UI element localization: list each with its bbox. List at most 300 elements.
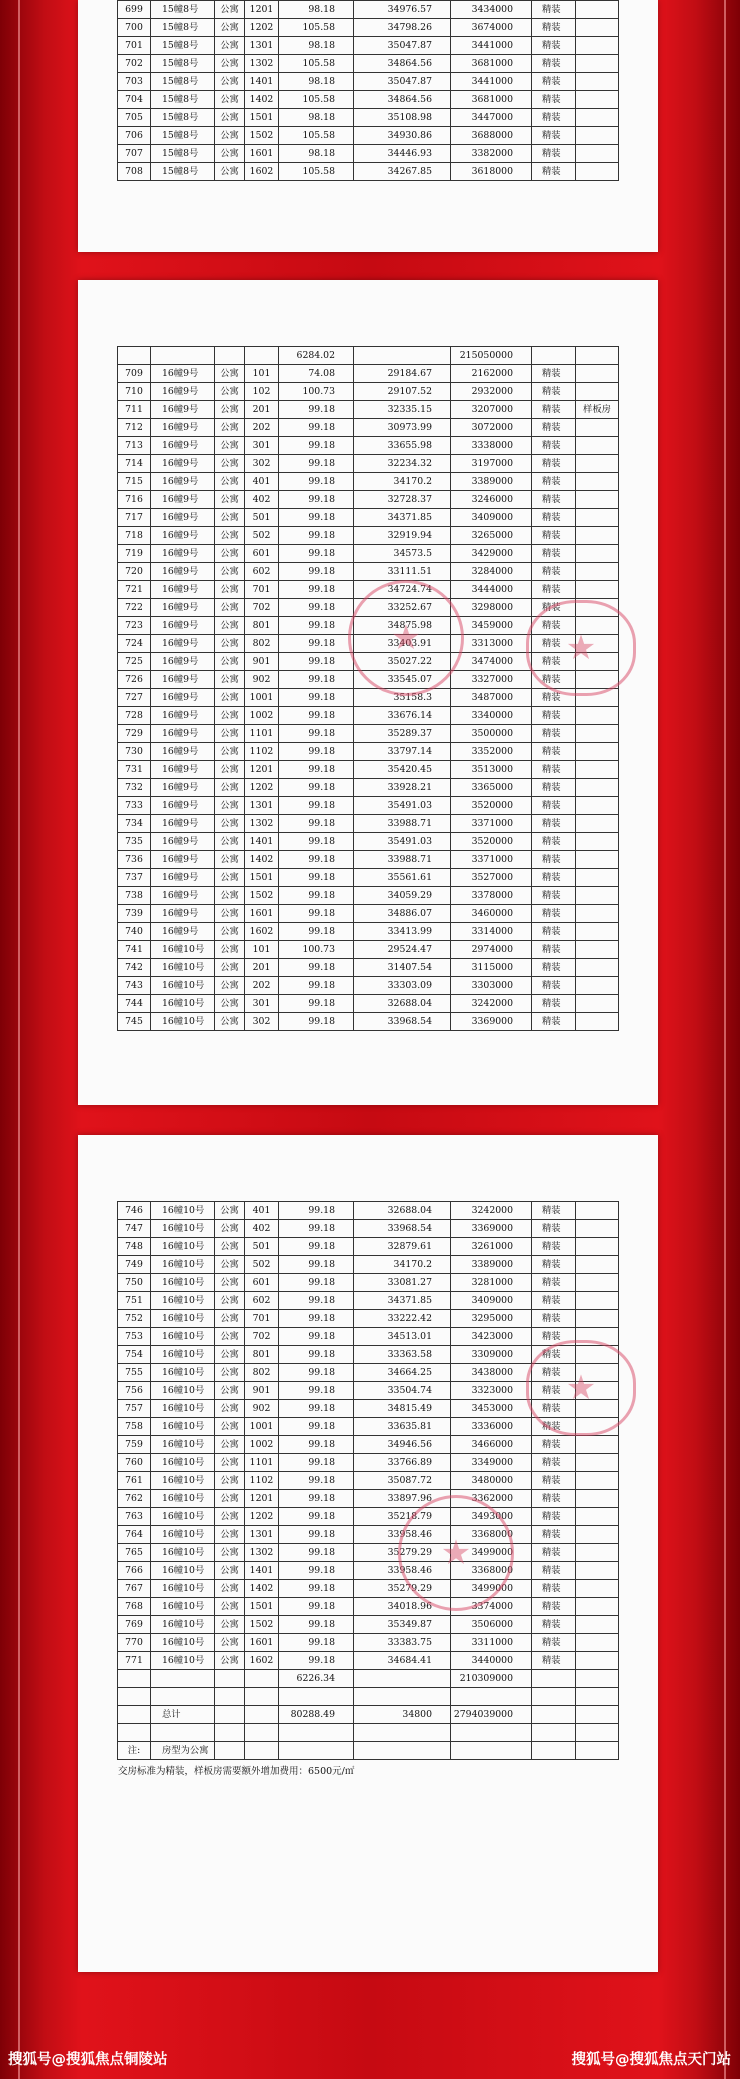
document-page-1 <box>78 0 658 252</box>
room-number-cell: 202 <box>245 419 279 437</box>
total-price-cell: 2932000 <box>451 383 532 401</box>
area-cell: 99.18 <box>279 833 354 851</box>
area-cell: 99.18 <box>279 1634 354 1652</box>
remark-cell <box>576 491 619 509</box>
building-unit-cell: 16幢9号 <box>151 833 215 851</box>
building-unit-cell: 16幢10号 <box>151 1256 215 1274</box>
remark-cell <box>576 473 619 491</box>
area-cell: 105.58 <box>279 163 354 181</box>
finish-cell: 精装 <box>532 509 576 527</box>
unit-price-cell: 32234.32 <box>354 455 451 473</box>
total-price-cell: 3281000 <box>451 1274 532 1292</box>
property-type-cell: 公寓 <box>215 653 245 671</box>
building-unit-cell: 16幢9号 <box>151 509 215 527</box>
finish-cell <box>532 1706 576 1724</box>
building-unit-cell: 16幢9号 <box>151 725 215 743</box>
finish-cell: 精装 <box>532 797 576 815</box>
total-price-cell: 3434000 <box>451 1 532 19</box>
property-type-cell: 公寓 <box>215 365 245 383</box>
unit-price-cell: 33897.96 <box>354 1490 451 1508</box>
area-cell: 99.18 <box>279 1490 354 1508</box>
room-number-cell: 201 <box>245 401 279 419</box>
unit-price-cell <box>354 1724 451 1742</box>
row-number-cell: 758 <box>118 1418 151 1436</box>
property-type-cell: 公寓 <box>215 1328 245 1346</box>
unit-price-cell: 34664.25 <box>354 1364 451 1382</box>
left-light-stripe <box>18 0 20 2079</box>
building-unit-cell: 15幢8号 <box>151 127 215 145</box>
area-cell <box>279 1742 354 1760</box>
remark-cell <box>576 19 619 37</box>
table-row <box>118 617 619 635</box>
area-cell: 99.18 <box>279 1013 354 1031</box>
room-number-cell <box>245 1706 279 1724</box>
remark-cell <box>576 1526 619 1544</box>
unit-price-cell: 33413.99 <box>354 923 451 941</box>
area-cell: 99.18 <box>279 1508 354 1526</box>
total-price-cell: 3499000 <box>451 1580 532 1598</box>
building-unit-cell: 16幢10号 <box>151 995 215 1013</box>
total-price-cell: 3520000 <box>451 833 532 851</box>
area-cell: 99.18 <box>279 1598 354 1616</box>
property-type-cell: 公寓 <box>215 1238 245 1256</box>
total-price-cell: 3265000 <box>451 527 532 545</box>
total-price-cell: 3499000 <box>451 1544 532 1562</box>
delivery-note: 交房标准为精装，样板房需要额外增加费用：6500元/㎡ <box>118 1766 355 1777</box>
property-type-cell: 公寓 <box>215 1634 245 1652</box>
remark-cell <box>576 55 619 73</box>
room-number-cell: 901 <box>245 1382 279 1400</box>
right-light-stripe <box>724 0 726 2079</box>
building-unit-cell: 16幢10号 <box>151 1490 215 1508</box>
property-type-cell: 公寓 <box>215 1292 245 1310</box>
row-number-cell: 714 <box>118 455 151 473</box>
room-number-cell: 902 <box>245 671 279 689</box>
row-number-cell: 755 <box>118 1364 151 1382</box>
total-price-cell: 3368000 <box>451 1562 532 1580</box>
total-price-cell: 3438000 <box>451 1364 532 1382</box>
finish-cell: 精装 <box>532 545 576 563</box>
row-number-cell: 742 <box>118 959 151 977</box>
room-number-cell: 801 <box>245 617 279 635</box>
property-type-cell: 公寓 <box>215 545 245 563</box>
area-cell: 98.18 <box>279 1 354 19</box>
area-cell: 99.18 <box>279 923 354 941</box>
building-unit-cell: 16幢10号 <box>151 1526 215 1544</box>
room-number-cell: 301 <box>245 995 279 1013</box>
unit-price-cell: 30973.99 <box>354 419 451 437</box>
total-price-cell: 3336000 <box>451 1418 532 1436</box>
property-type-cell: 公寓 <box>215 1472 245 1490</box>
table-row <box>118 365 619 383</box>
unit-price-cell: 33383.75 <box>354 1634 451 1652</box>
total-price-cell: 3072000 <box>451 419 532 437</box>
room-number-cell: 1601 <box>245 145 279 163</box>
total-price-cell: 210309000 <box>451 1670 532 1688</box>
price-table-3 <box>117 1201 619 1760</box>
table-row <box>118 1256 619 1274</box>
finish-cell: 精装 <box>532 55 576 73</box>
total-price-cell: 3474000 <box>451 653 532 671</box>
property-type-cell: 公寓 <box>215 689 245 707</box>
total-price-cell: 2162000 <box>451 365 532 383</box>
building-unit-cell: 房型为公寓 <box>151 1742 215 1760</box>
row-number-cell: 709 <box>118 365 151 383</box>
table-row <box>118 1454 619 1472</box>
area-cell: 99.18 <box>279 1220 354 1238</box>
area-cell: 99.18 <box>279 437 354 455</box>
remark-cell <box>576 599 619 617</box>
table-row <box>118 1238 619 1256</box>
building-unit-cell: 16幢9号 <box>151 473 215 491</box>
row-number-cell: 759 <box>118 1436 151 1454</box>
area-cell: 99.18 <box>279 869 354 887</box>
property-type-cell: 公寓 <box>215 923 245 941</box>
table-row <box>118 509 619 527</box>
building-unit-cell: 16幢10号 <box>151 1400 215 1418</box>
property-type-cell: 公寓 <box>215 1544 245 1562</box>
finish-cell: 精装 <box>532 365 576 383</box>
row-number-cell: 705 <box>118 109 151 127</box>
row-number-cell: 729 <box>118 725 151 743</box>
total-price-cell <box>451 1688 532 1706</box>
finish-cell: 精装 <box>532 599 576 617</box>
room-number-cell: 1202 <box>245 779 279 797</box>
finish-cell: 精装 <box>532 1310 576 1328</box>
unit-price-cell: 34798.26 <box>354 19 451 37</box>
unit-price-cell: 33988.71 <box>354 815 451 833</box>
property-type-cell: 公寓 <box>215 73 245 91</box>
property-type-cell: 公寓 <box>215 833 245 851</box>
area-cell: 6226.34 <box>279 1670 354 1688</box>
building-unit-cell: 总计 <box>151 1706 215 1724</box>
area-cell: 99.18 <box>279 1418 354 1436</box>
room-number-cell: 1601 <box>245 905 279 923</box>
unit-price-cell: 32919.94 <box>354 527 451 545</box>
table-row <box>118 959 619 977</box>
finish-cell: 精装 <box>532 491 576 509</box>
unit-price-cell: 34018.96 <box>354 1598 451 1616</box>
building-unit-cell <box>151 1670 215 1688</box>
building-unit-cell: 16幢9号 <box>151 545 215 563</box>
row-number-cell: 760 <box>118 1454 151 1472</box>
finish-cell: 精装 <box>532 887 576 905</box>
property-type-cell <box>215 1724 245 1742</box>
finish-cell: 精装 <box>532 869 576 887</box>
property-type-cell: 公寓 <box>215 1274 245 1292</box>
room-number-cell: 1001 <box>245 1418 279 1436</box>
unit-price-cell: 34864.56 <box>354 91 451 109</box>
table-row <box>118 73 619 91</box>
building-unit-cell: 16幢10号 <box>151 977 215 995</box>
remark-cell <box>576 509 619 527</box>
row-number-cell: 745 <box>118 1013 151 1031</box>
room-number-cell: 1002 <box>245 707 279 725</box>
property-type-cell: 公寓 <box>215 1013 245 1031</box>
total-price-cell: 3513000 <box>451 761 532 779</box>
row-number-cell: 733 <box>118 797 151 815</box>
finish-cell: 精装 <box>532 1202 576 1220</box>
table-row <box>118 1 619 19</box>
total-price-cell: 3487000 <box>451 689 532 707</box>
finish-cell <box>532 347 576 365</box>
total-price-cell: 3207000 <box>451 401 532 419</box>
building-unit-cell: 16幢10号 <box>151 1436 215 1454</box>
row-number-cell: 702 <box>118 55 151 73</box>
row-number-cell: 747 <box>118 1220 151 1238</box>
room-number-cell: 1501 <box>245 1598 279 1616</box>
row-number-cell: 707 <box>118 145 151 163</box>
row-number-cell: 767 <box>118 1580 151 1598</box>
building-unit-cell: 16幢9号 <box>151 419 215 437</box>
table-row <box>118 923 619 941</box>
remark-cell <box>576 1364 619 1382</box>
room-number-cell: 701 <box>245 581 279 599</box>
row-number-cell: 769 <box>118 1616 151 1634</box>
total-price-cell: 3369000 <box>451 1220 532 1238</box>
finish-cell: 精装 <box>532 761 576 779</box>
table-row <box>118 1544 619 1562</box>
area-cell: 99.18 <box>279 689 354 707</box>
remark-cell <box>576 1436 619 1454</box>
building-unit-cell: 16幢10号 <box>151 1202 215 1220</box>
unit-price-cell: 33797.14 <box>354 743 451 761</box>
unit-price-cell: 35027.22 <box>354 653 451 671</box>
finish-cell: 精装 <box>532 905 576 923</box>
area-cell: 99.18 <box>279 1346 354 1364</box>
row-number-cell: 761 <box>118 1472 151 1490</box>
unit-price-cell: 33968.54 <box>354 1220 451 1238</box>
total-price-cell: 3371000 <box>451 815 532 833</box>
room-number-cell: 1602 <box>245 1652 279 1670</box>
building-unit-cell: 16幢10号 <box>151 1382 215 1400</box>
table-row <box>118 91 619 109</box>
finish-cell: 精装 <box>532 779 576 797</box>
total-price-cell: 3309000 <box>451 1346 532 1364</box>
area-cell: 99.18 <box>279 1652 354 1670</box>
total-price-cell: 3444000 <box>451 581 532 599</box>
table-row <box>118 833 619 851</box>
room-number-cell: 802 <box>245 635 279 653</box>
building-unit-cell: 16幢9号 <box>151 761 215 779</box>
remark-cell <box>576 1724 619 1742</box>
unit-price-cell: 34930.86 <box>354 127 451 145</box>
document-page-2 <box>78 280 658 1105</box>
unit-price-cell: 31407.54 <box>354 959 451 977</box>
remark-cell <box>576 995 619 1013</box>
room-number-cell: 1402 <box>245 1580 279 1598</box>
remark-cell <box>576 1274 619 1292</box>
unit-price-cell: 34573.5 <box>354 545 451 563</box>
building-unit-cell: 15幢8号 <box>151 37 215 55</box>
total-price-cell: 3441000 <box>451 73 532 91</box>
building-unit-cell <box>151 347 215 365</box>
room-number-cell: 102 <box>245 383 279 401</box>
table-row <box>118 905 619 923</box>
table-row <box>118 1490 619 1508</box>
property-type-cell: 公寓 <box>215 473 245 491</box>
unit-price-cell: 34886.07 <box>354 905 451 923</box>
remark-cell <box>576 545 619 563</box>
table-row <box>118 1634 619 1652</box>
row-number-cell <box>118 1724 151 1742</box>
area-cell: 80288.49 <box>279 1706 354 1724</box>
total-price-cell <box>451 1742 532 1760</box>
building-unit-cell <box>151 1688 215 1706</box>
row-number-cell: 717 <box>118 509 151 527</box>
row-number-cell: 750 <box>118 1274 151 1292</box>
room-number-cell: 502 <box>245 1256 279 1274</box>
table-row <box>118 1562 619 1580</box>
area-cell: 105.58 <box>279 19 354 37</box>
room-number-cell: 401 <box>245 473 279 491</box>
property-type-cell: 公寓 <box>215 617 245 635</box>
property-type-cell: 公寓 <box>215 527 245 545</box>
total-price-cell: 3409000 <box>451 509 532 527</box>
building-unit-cell: 16幢9号 <box>151 923 215 941</box>
property-type-cell: 公寓 <box>215 127 245 145</box>
row-number-cell: 712 <box>118 419 151 437</box>
footer-watermark-left: 搜狐号@搜狐焦点铜陵站 <box>8 2052 168 2068</box>
table-row <box>118 1580 619 1598</box>
remark-cell <box>576 1562 619 1580</box>
property-type-cell: 公寓 <box>215 1652 245 1670</box>
property-type-cell: 公寓 <box>215 1400 245 1418</box>
area-cell: 99.18 <box>279 1364 354 1382</box>
finish-cell: 精装 <box>532 1256 576 1274</box>
unit-price-cell: 35561.61 <box>354 869 451 887</box>
table-row <box>118 635 619 653</box>
building-unit-cell: 16幢10号 <box>151 1346 215 1364</box>
room-number-cell: 401 <box>245 1202 279 1220</box>
finish-cell: 精装 <box>532 145 576 163</box>
property-type-cell: 公寓 <box>215 887 245 905</box>
finish-cell: 精装 <box>532 473 576 491</box>
area-cell: 99.18 <box>279 851 354 869</box>
property-type-cell: 公寓 <box>215 1364 245 1382</box>
unit-price-cell: 34864.56 <box>354 55 451 73</box>
property-type-cell: 公寓 <box>215 37 245 55</box>
price-table-2 <box>117 346 619 1031</box>
remark-cell <box>576 779 619 797</box>
property-type-cell: 公寓 <box>215 163 245 181</box>
property-type-cell: 公寓 <box>215 635 245 653</box>
finish-cell: 精装 <box>532 1562 576 1580</box>
unit-price-cell: 34875.98 <box>354 617 451 635</box>
area-cell: 99.18 <box>279 959 354 977</box>
total-price-cell: 3298000 <box>451 599 532 617</box>
finish-cell <box>532 1670 576 1688</box>
area-cell: 99.18 <box>279 581 354 599</box>
remark-cell <box>576 1580 619 1598</box>
area-cell: 99.18 <box>279 1400 354 1418</box>
finish-cell: 精装 <box>532 1328 576 1346</box>
finish-cell: 精装 <box>532 941 576 959</box>
finish-cell: 精装 <box>532 127 576 145</box>
property-type-cell: 公寓 <box>215 383 245 401</box>
unit-price-cell: 33252.67 <box>354 599 451 617</box>
remark-cell <box>576 833 619 851</box>
total-price-cell: 3429000 <box>451 545 532 563</box>
area-cell: 99.18 <box>279 1472 354 1490</box>
row-number-cell: 728 <box>118 707 151 725</box>
finish-cell: 精装 <box>532 617 576 635</box>
room-number-cell: 602 <box>245 563 279 581</box>
total-price-cell: 3246000 <box>451 491 532 509</box>
total-price-cell: 3197000 <box>451 455 532 473</box>
finish-cell: 精装 <box>532 1418 576 1436</box>
row-number-cell <box>118 1706 151 1724</box>
area-cell: 105.58 <box>279 55 354 73</box>
area-cell: 99.18 <box>279 635 354 653</box>
unit-price-cell: 32335.15 <box>354 401 451 419</box>
row-number-cell: 716 <box>118 491 151 509</box>
building-unit-cell: 16幢9号 <box>151 491 215 509</box>
unit-price-cell: 34946.56 <box>354 1436 451 1454</box>
row-number-cell: 749 <box>118 1256 151 1274</box>
table-row <box>118 1616 619 1634</box>
property-type-cell <box>215 347 245 365</box>
area-cell: 99.18 <box>279 401 354 419</box>
property-type-cell: 公寓 <box>215 1526 245 1544</box>
building-unit-cell: 16幢9号 <box>151 599 215 617</box>
building-unit-cell: 16幢10号 <box>151 1274 215 1292</box>
area-cell: 99.18 <box>279 617 354 635</box>
finish-cell: 精装 <box>532 1634 576 1652</box>
row-number-cell: 754 <box>118 1346 151 1364</box>
building-unit-cell: 16幢10号 <box>151 1238 215 1256</box>
finish-cell: 精装 <box>532 1526 576 1544</box>
table-row <box>118 1328 619 1346</box>
total-price-cell: 3311000 <box>451 1634 532 1652</box>
finish-cell: 精装 <box>532 635 576 653</box>
property-type-cell: 公寓 <box>215 1382 245 1400</box>
room-number-cell: 1101 <box>245 1454 279 1472</box>
total-price-cell: 3242000 <box>451 995 532 1013</box>
unit-price-cell: 34800 <box>354 1706 451 1724</box>
area-cell: 99.18 <box>279 1580 354 1598</box>
building-unit-cell: 16幢9号 <box>151 401 215 419</box>
finish-cell: 精装 <box>532 73 576 91</box>
table-row <box>118 743 619 761</box>
area-cell: 99.18 <box>279 653 354 671</box>
unit-price-cell: 29107.52 <box>354 383 451 401</box>
room-number-cell: 1002 <box>245 1436 279 1454</box>
row-number-cell: 770 <box>118 1634 151 1652</box>
building-unit-cell: 16幢10号 <box>151 1562 215 1580</box>
table-row <box>118 1013 619 1031</box>
remark-cell <box>576 815 619 833</box>
area-cell: 98.18 <box>279 73 354 91</box>
building-unit-cell: 16幢10号 <box>151 1472 215 1490</box>
property-type-cell: 公寓 <box>215 995 245 1013</box>
room-number-cell: 1202 <box>245 19 279 37</box>
row-number-cell: 718 <box>118 527 151 545</box>
table-row <box>118 163 619 181</box>
property-type-cell: 公寓 <box>215 509 245 527</box>
unit-price-cell: 32879.61 <box>354 1238 451 1256</box>
remark-cell <box>576 1742 619 1760</box>
table-row <box>118 869 619 887</box>
row-number-cell: 710 <box>118 383 151 401</box>
room-number-cell: 101 <box>245 365 279 383</box>
unit-price-cell: 35491.03 <box>354 797 451 815</box>
row-number-cell: 727 <box>118 689 151 707</box>
building-unit-cell: 16幢9号 <box>151 689 215 707</box>
row-number-cell: 752 <box>118 1310 151 1328</box>
room-number-cell: 302 <box>245 1013 279 1031</box>
room-number-cell: 801 <box>245 1346 279 1364</box>
